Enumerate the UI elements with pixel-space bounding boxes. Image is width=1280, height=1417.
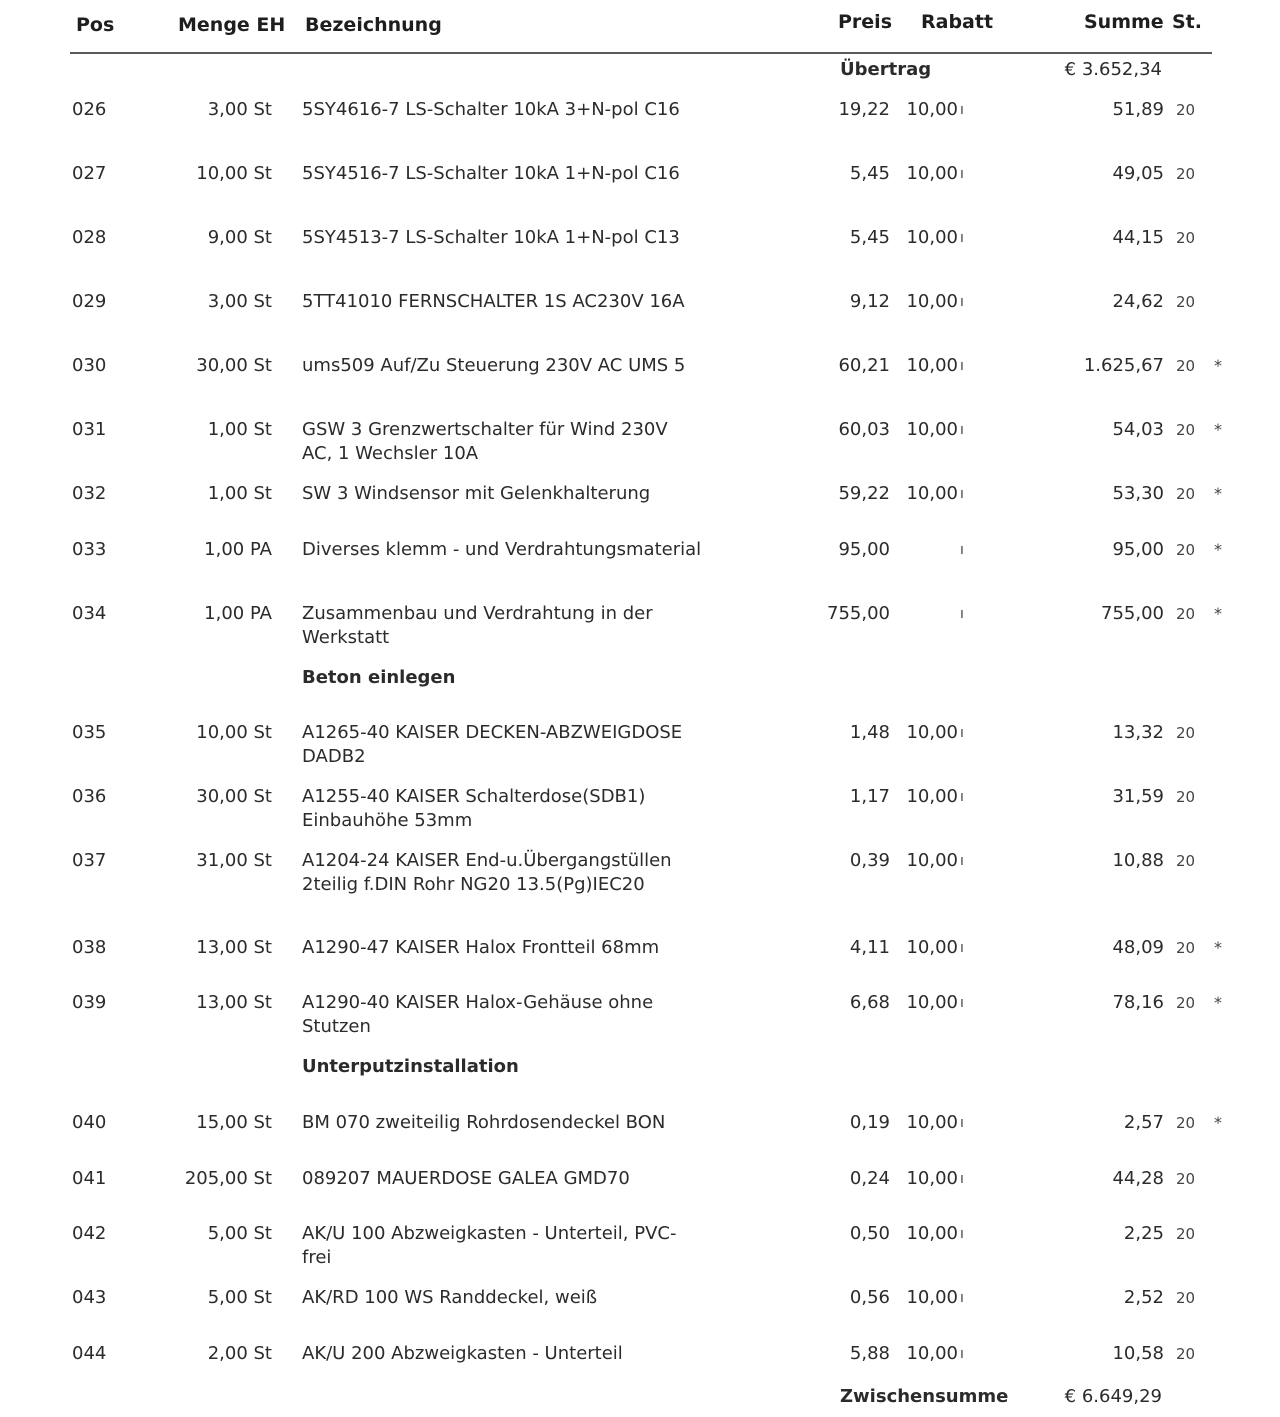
line-total: 755,00	[1101, 603, 1164, 624]
line-total: 13,32	[1112, 722, 1164, 743]
discount-value: 10,00	[906, 99, 958, 120]
position-number: 037	[72, 850, 107, 871]
item-mark: *	[1214, 540, 1222, 559]
unit-price: 4,11	[849, 937, 890, 958]
item-description: 5SY4513-7 LS-Schalter 10kA 1+N-pol C13	[302, 227, 680, 248]
discount-value: 10,00	[906, 1168, 958, 1189]
quantity-unit: 5,00 St	[207, 1223, 272, 1244]
discount-separator: ı	[960, 725, 964, 741]
tax-rate: 20	[1176, 357, 1196, 375]
tax-rate: 20	[1176, 541, 1196, 559]
subtotal-value: € 6.649,29	[1064, 1386, 1162, 1407]
unit-price: 1,48	[849, 722, 890, 743]
position-number: 044	[72, 1343, 107, 1364]
position-number: 033	[72, 539, 107, 560]
discount-separator: ı	[960, 294, 964, 310]
tax-rate: 20	[1176, 1170, 1196, 1188]
unit-price: 0,50	[849, 1223, 890, 1244]
header-discount: Rabatt	[921, 11, 994, 33]
item-description: 5SY4616-7 LS-Schalter 10kA 3+N-pol C16	[302, 99, 680, 120]
section-heading: Unterputzinstallation	[302, 1056, 519, 1077]
discount-separator: ı	[960, 542, 964, 558]
discount-separator: ı	[960, 358, 964, 374]
item-mark: *	[1214, 1113, 1222, 1132]
position-number: 035	[72, 722, 107, 743]
header-tax: St.	[1172, 11, 1202, 33]
line-total: 95,00	[1112, 539, 1164, 560]
item-description: BM 070 zweiteilig Rohrdosendeckel BON	[302, 1112, 666, 1133]
line-total: 54,03	[1112, 419, 1164, 440]
unit-price: 1,17	[849, 786, 890, 807]
item-description: AK/RD 100 WS Randdeckel, weiß	[302, 1287, 598, 1308]
unit-price: 5,88	[849, 1343, 890, 1364]
discount-value: 10,00	[906, 1343, 958, 1364]
line-total: 10,88	[1112, 850, 1164, 871]
section-heading: Beton einlegen	[302, 667, 456, 688]
line-total: 1.625,67	[1083, 355, 1164, 376]
item-description: AK/U 200 Abzweigkasten - Unterteil	[302, 1343, 623, 1364]
discount-value: 10,00	[906, 291, 958, 312]
position-number: 042	[72, 1223, 107, 1244]
position-number: 031	[72, 419, 107, 440]
quantity-unit: 1,00 St	[207, 483, 272, 504]
tax-rate: 20	[1176, 1225, 1196, 1243]
unit-price: 755,00	[827, 603, 890, 624]
quantity-unit: 30,00 St	[196, 786, 272, 807]
unit-price: 0,19	[849, 1112, 890, 1133]
quantity-unit: 13,00 St	[196, 937, 272, 958]
discount-separator: ı	[960, 102, 964, 118]
line-total: 10,58	[1112, 1343, 1164, 1364]
unit-price: 0,39	[849, 850, 890, 871]
header-price: Preis	[838, 11, 893, 33]
item-description: A1265-40 KAISER DECKEN-ABZWEIGDOSE DADB2	[302, 722, 683, 767]
discount-separator: ı	[960, 789, 964, 805]
discount-separator: ı	[960, 940, 964, 956]
tax-rate: 20	[1176, 229, 1196, 247]
item-description: ums509 Auf/Zu Steuerung 230V AC UMS 5	[302, 355, 686, 376]
tax-rate: 20	[1176, 101, 1196, 119]
quantity-unit: 31,00 St	[196, 850, 272, 871]
subtotal-label: Zwischensumme	[840, 1386, 1009, 1407]
tax-rate: 20	[1176, 605, 1196, 623]
discount-value: 10,00	[906, 722, 958, 743]
item-description: A1204-24 KAISER End-u.Übergangstüllen 2teilig f.DIN Rohr NG20 13.5(Pg)IEC20	[302, 850, 672, 895]
item-description: 089207 MAUERDOSE GALEA GMD70	[302, 1168, 630, 1189]
quantity-unit: 205,00 St	[184, 1168, 272, 1189]
quantity-unit: 30,00 St	[196, 355, 272, 376]
discount-separator: ı	[960, 486, 964, 502]
header-sum: Summe	[1084, 11, 1164, 33]
discount-value: 10,00	[906, 937, 958, 958]
unit-price: 59,22	[838, 483, 890, 504]
position-number: 028	[72, 227, 107, 248]
item-description: GSW 3 Grenzwertschalter für Wind 230V AC, 1 Wechsler 10A	[302, 419, 668, 464]
discount-separator: ı	[960, 166, 964, 182]
line-total: 51,89	[1112, 99, 1164, 120]
line-total: 44,15	[1112, 227, 1164, 248]
position-number: 041	[72, 1168, 107, 1189]
discount-value: 10,00	[906, 355, 958, 376]
discount-value: 10,00	[906, 850, 958, 871]
tax-rate: 20	[1176, 788, 1196, 806]
item-description: 5TT41010 FERNSCHALTER 1S AC230V 16A	[302, 291, 685, 312]
position-number: 030	[72, 355, 107, 376]
position-number: 026	[72, 99, 107, 120]
unit-price: 6,68	[849, 992, 890, 1013]
discount-separator: ı	[960, 606, 964, 622]
unit-price: 5,45	[849, 227, 890, 248]
discount-value: 10,00	[906, 419, 958, 440]
unit-price: 95,00	[838, 539, 890, 560]
quantity-unit: 13,00 St	[196, 992, 272, 1013]
discount-separator: ı	[960, 1346, 964, 1362]
line-total: 78,16	[1112, 992, 1164, 1013]
tax-rate: 20	[1176, 485, 1196, 503]
header-description: Bezeichnung	[305, 14, 442, 36]
quantity-unit: 10,00 St	[196, 163, 272, 184]
tax-rate: 20	[1176, 1345, 1196, 1363]
quantity-unit: 1,00 PA	[204, 539, 272, 560]
tax-rate: 20	[1176, 421, 1196, 439]
item-description: A1255-40 KAISER Schalterdose(SDB1) Einbauhöhe 53mm	[302, 786, 646, 831]
tax-rate: 20	[1176, 1289, 1196, 1307]
header-pos: Pos	[76, 14, 115, 36]
quantity-unit: 9,00 St	[207, 227, 272, 248]
position-number: 038	[72, 937, 107, 958]
discount-value: 10,00	[906, 163, 958, 184]
discount-value: 10,00	[906, 1287, 958, 1308]
discount-value: 10,00	[906, 483, 958, 504]
discount-value: 10,00	[906, 992, 958, 1013]
unit-price: 60,03	[838, 419, 890, 440]
discount-separator: ı	[960, 1171, 964, 1187]
quantity-unit: 5,00 St	[207, 1287, 272, 1308]
discount-separator: ı	[960, 422, 964, 438]
discount-separator: ı	[960, 995, 964, 1011]
quantity-unit: 1,00 PA	[204, 603, 272, 624]
header-qty-unit: Menge EH	[178, 14, 286, 36]
carry-over-label: Übertrag	[840, 59, 932, 80]
unit-price: 0,56	[849, 1287, 890, 1308]
unit-price: 60,21	[838, 355, 890, 376]
discount-separator: ı	[960, 1115, 964, 1131]
item-description: Diverses klemm - und Verdrahtungsmaterial	[302, 539, 702, 560]
line-total: 2,52	[1123, 1287, 1164, 1308]
discount-separator: ı	[960, 1226, 964, 1242]
position-number: 029	[72, 291, 107, 312]
discount-value: 10,00	[906, 1223, 958, 1244]
position-number: 027	[72, 163, 107, 184]
unit-price: 5,45	[849, 163, 890, 184]
unit-price: 19,22	[838, 99, 890, 120]
quantity-unit: 10,00 St	[196, 722, 272, 743]
line-total: 2,57	[1123, 1112, 1164, 1133]
tax-rate: 20	[1176, 939, 1196, 957]
position-number: 043	[72, 1287, 107, 1308]
discount-separator: ı	[960, 1290, 964, 1306]
position-number: 032	[72, 483, 107, 504]
line-total: 48,09	[1112, 937, 1164, 958]
position-number: 040	[72, 1112, 107, 1133]
tax-rate: 20	[1176, 994, 1196, 1012]
item-mark: *	[1214, 938, 1222, 957]
line-total: 2,25	[1123, 1223, 1164, 1244]
item-mark: *	[1214, 420, 1222, 439]
carry-over-value: € 3.652,34	[1064, 59, 1162, 80]
item-description: 5SY4516-7 LS-Schalter 10kA 1+N-pol C16	[302, 163, 680, 184]
discount-separator: ı	[960, 230, 964, 246]
position-number: 036	[72, 786, 107, 807]
tax-rate: 20	[1176, 165, 1196, 183]
unit-price: 0,24	[849, 1168, 890, 1189]
quantity-unit: 2,00 St	[207, 1343, 272, 1364]
quantity-unit: 3,00 St	[207, 99, 272, 120]
item-description: Zusammenbau und Verdrahtung in der Werkstatt	[302, 603, 653, 648]
item-description: A1290-40 KAISER Halox-Gehäuse ohne Stutzen	[302, 992, 654, 1037]
item-description: SW 3 Windsensor mit Gelenkhalterung	[302, 483, 651, 504]
item-mark: *	[1214, 993, 1222, 1012]
line-total: 44,28	[1112, 1168, 1164, 1189]
line-total: 53,30	[1112, 483, 1164, 504]
tax-rate: 20	[1176, 293, 1196, 311]
item-mark: *	[1214, 484, 1222, 503]
tax-rate: 20	[1176, 724, 1196, 742]
item-mark: *	[1214, 356, 1222, 375]
header-divider	[70, 52, 1212, 54]
position-number: 034	[72, 603, 107, 624]
item-mark: *	[1214, 604, 1222, 623]
item-description: AK/U 100 Abzweigkasten - Unterteil, PVC-frei	[302, 1223, 677, 1268]
item-description: A1290-47 KAISER Halox Frontteil 68mm	[302, 937, 660, 958]
position-number: 039	[72, 992, 107, 1013]
line-total: 31,59	[1112, 786, 1164, 807]
discount-separator: ı	[960, 853, 964, 869]
discount-value: 10,00	[906, 786, 958, 807]
line-total: 49,05	[1112, 163, 1164, 184]
discount-value: 10,00	[906, 1112, 958, 1133]
quantity-unit: 15,00 St	[196, 1112, 272, 1133]
quantity-unit: 3,00 St	[207, 291, 272, 312]
tax-rate: 20	[1176, 1114, 1196, 1132]
discount-value: 10,00	[906, 227, 958, 248]
unit-price: 9,12	[849, 291, 890, 312]
line-total: 24,62	[1112, 291, 1164, 312]
tax-rate: 20	[1176, 852, 1196, 870]
quantity-unit: 1,00 St	[207, 419, 272, 440]
